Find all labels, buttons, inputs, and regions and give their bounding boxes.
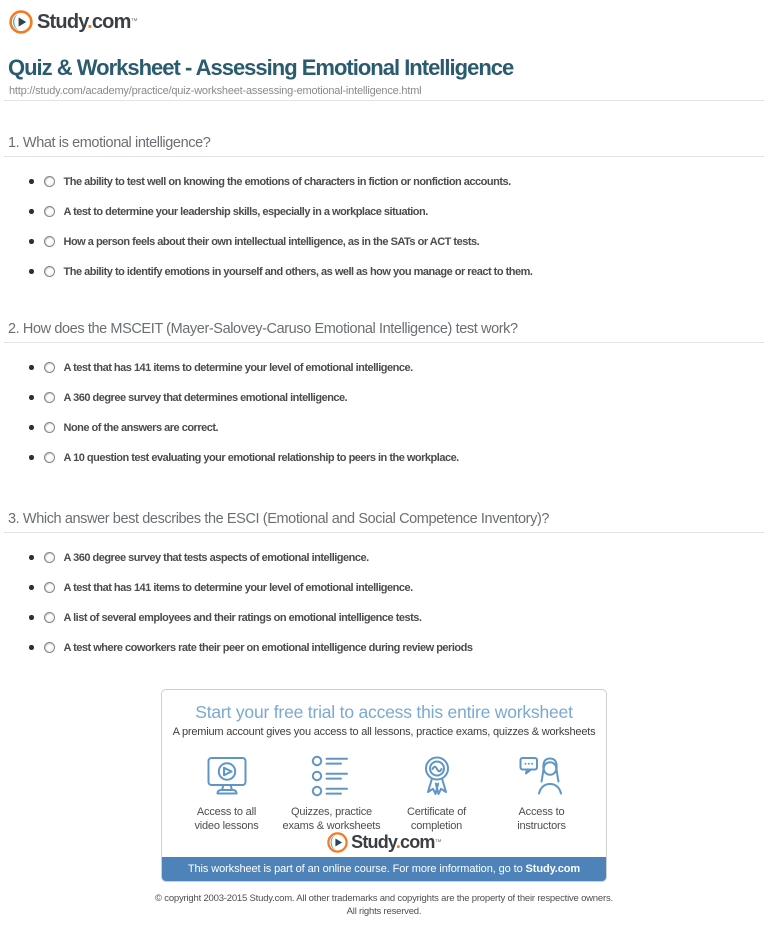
answer-option [0,581,472,594]
promo-headline: Start your free trial to access this entire worksheet [195,702,573,722]
promo-bottom-bar [162,857,606,881]
radio-button[interactable] [44,362,55,373]
answer-label[interactable]: A test that has 141 items to determine your level of emotional intelligence. [63,361,413,374]
answer-label[interactable]: A test to determine your leadership skills, especially in a workplace situation. [63,205,428,218]
answer-option [0,611,472,624]
question-divider [4,532,764,533]
answer-option [0,421,459,434]
radio-button[interactable] [44,236,55,247]
answer-options [0,551,472,671]
studycom-logo-promo [162,832,606,853]
instructors-icon [518,753,566,799]
answer-option [0,391,459,404]
answer-option [0,451,459,464]
copyright-line: © copyright 2003-2015 Study.com. All other trademarks and copyrights are the property of their respective owners. [155,893,613,904]
feature-label: Access to all video lessons [194,806,259,832]
studycom-logo-text: Study.com™ [351,832,441,852]
bullet-marker [29,615,34,620]
answer-label[interactable]: How a person feels about their own intellectual intelligence, as in the SATs or ACT tests. [63,235,480,248]
studycom-play-icon [327,832,348,853]
feature-label: Access to instructors [517,806,566,832]
bullet-marker [29,455,34,460]
radio-button[interactable] [44,266,55,277]
radio-button[interactable] [44,612,55,623]
answer-option [0,551,472,564]
promo-bar-brand: Study.com [525,863,581,875]
question-text: 1. What is emotional intelligence? [8,135,211,151]
video-lessons-icon [203,753,251,799]
bullet-marker [29,555,34,560]
question-text: 2. How does the MSCEIT (Mayer-Salovey-Caruso Emotional Intelligence) test work? [8,321,518,337]
question-divider [4,156,764,157]
promo-bar-text: This worksheet is part of an online course. For more information, go to [187,863,526,875]
bullet-marker [29,645,34,650]
radio-button[interactable] [44,176,55,187]
bullet-marker [29,209,34,214]
bullet-marker [29,239,34,244]
answer-label[interactable]: None of the answers are correct. [63,421,219,434]
quizzes-worksheets-icon [308,753,356,799]
answer-option [0,205,532,218]
bullet-marker [29,269,34,274]
answer-label[interactable]: The ability to identify emotions in yourself and others, as well as how you manage or react to them. [63,265,533,278]
radio-button[interactable] [44,452,55,463]
answer-label[interactable]: A 10 question test evaluating your emotional relationship to peers in the workplace. [63,451,459,464]
page-url: http://study.com/academy/practice/quiz-worksheet-assessing-emotional-intelligence.html [9,85,422,97]
radio-button[interactable] [44,392,55,403]
answer-option [0,265,532,278]
radio-button[interactable] [44,582,55,593]
feature-instructors [489,753,594,833]
question-divider [4,342,764,343]
answer-options [0,175,532,295]
bullet-marker [29,425,34,430]
promo-subheadline: A premium account gives you access to all lessons, practice exams, quizzes & worksheets [172,726,596,738]
feature-label: Quizzes, practice exams & worksheets [282,806,381,832]
answer-label[interactable]: The ability to test well on knowing the emotions of characters in fiction or nonfiction accounts. [63,175,511,188]
studycom-logo-text: Study.com™ [37,11,137,33]
rights-line: All rights reserved. [346,906,422,917]
answer-label[interactable]: A 360 degree survey that tests aspects of emotional intelligence. [63,551,369,564]
question-text: 3. Which answer best describes the ESCI (Emotional and Social Competence Inventory)? [8,511,550,527]
answer-label[interactable]: A test that has 141 items to determine your level of emotional intelligence. [63,581,413,594]
header-divider [4,100,764,101]
bullet-marker [29,395,34,400]
answer-label[interactable]: A 360 degree survey that determines emotional intelligence. [63,391,348,404]
page-title: Quiz & Worksheet - Assessing Emotional Intelligence [8,55,514,80]
certificate-icon [413,753,461,799]
feature-video-lessons [174,753,279,833]
bullet-marker [29,585,34,590]
radio-button[interactable] [44,422,55,433]
studycom-play-icon [9,10,33,34]
answer-option [0,641,472,654]
bullet-marker [29,365,34,370]
answer-label[interactable]: A test where coworkers rate their peer on emotional intelligence during review periods [63,641,473,654]
feature-certificate [384,753,489,833]
answer-options [0,361,459,481]
feature-label: Certificate of completion [407,806,466,832]
answer-option [0,235,532,248]
copyright-footer [0,892,768,918]
radio-button[interactable] [44,552,55,563]
answer-option [0,361,459,374]
free-trial-promo-box [161,689,607,882]
feature-quizzes-worksheets [279,753,384,833]
radio-button[interactable] [44,642,55,653]
bullet-marker [29,179,34,184]
answer-label[interactable]: A list of several employees and their ratings on emotional intelligence tests. [63,611,422,624]
feature-list [174,753,594,833]
radio-button[interactable] [44,206,55,217]
studycom-logo[interactable] [9,10,137,34]
answer-option [0,175,532,188]
